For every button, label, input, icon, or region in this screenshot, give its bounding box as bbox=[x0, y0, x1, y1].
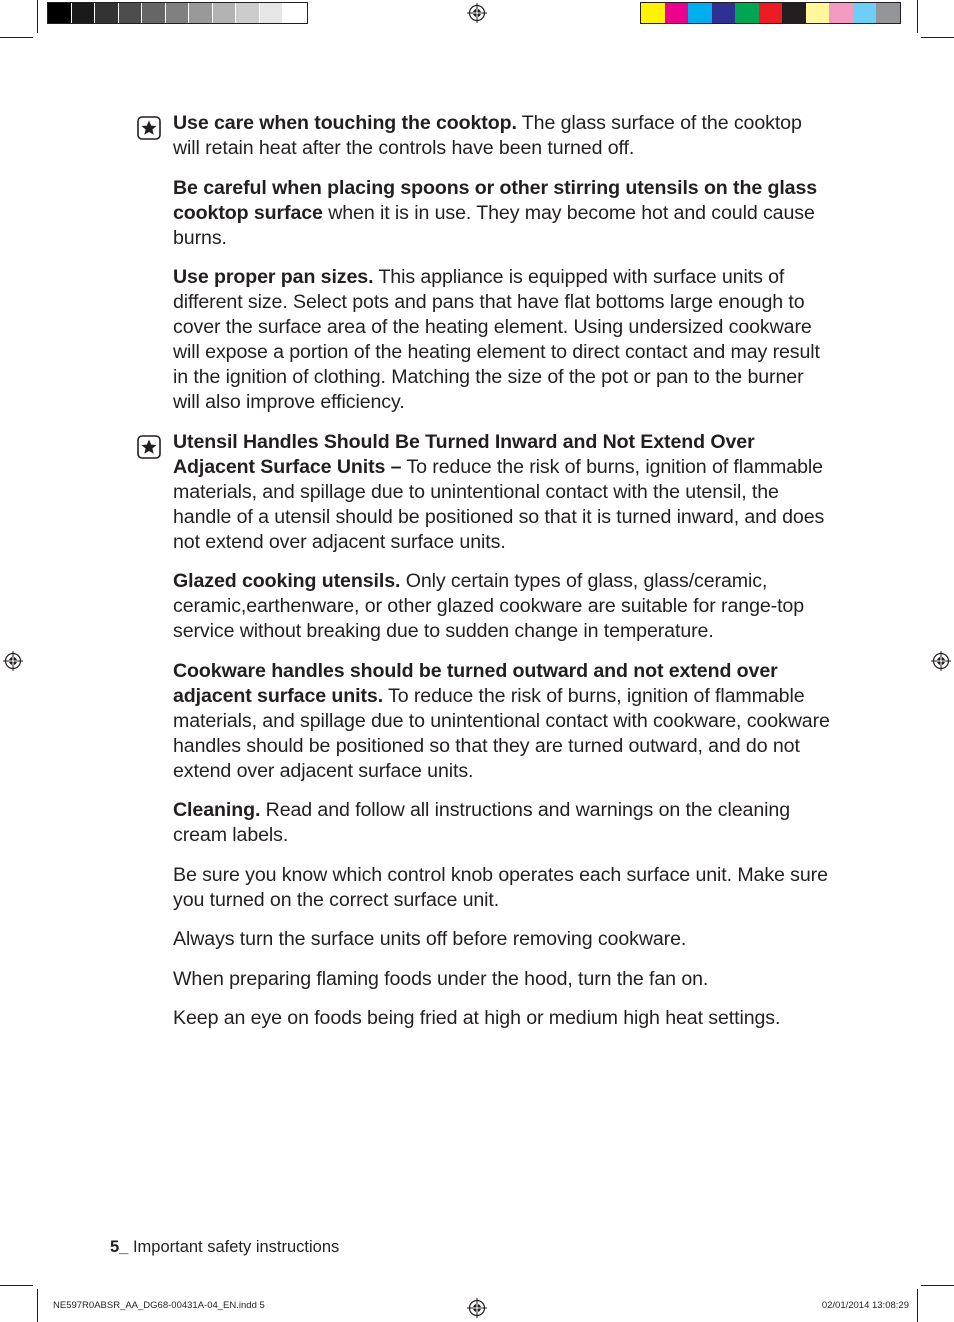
instruction-heading: Use care when touching the cooktop. bbox=[173, 112, 517, 134]
instruction-text: This appliance is equipped with surface units of different size. Select pots and pans that have flat bottoms large enough to cover the surface area of the heating element. Using undersized cookware will expose a portion of the heating element to direct contact and may result in the ignition of clothing. Matching the size of the pot or pan to the burner will also improve efficiency. bbox=[173, 266, 820, 413]
registration-mark-icon bbox=[931, 651, 951, 671]
crop-mark bbox=[0, 1285, 33, 1286]
gray-swatch bbox=[95, 3, 119, 23]
section-title: Important safety instructions bbox=[128, 1238, 340, 1256]
instruction-text: Keep an eye on foods being fried at high or medium high heat settings. bbox=[173, 1007, 781, 1029]
gray-swatch bbox=[166, 3, 190, 23]
instruction-paragraph bbox=[173, 798, 833, 848]
color-swatch bbox=[853, 3, 877, 23]
instruction-text: when it is in use. They may become hot and could cause burns. bbox=[173, 201, 815, 249]
instruction-paragraph bbox=[173, 863, 833, 913]
color-swatch bbox=[688, 3, 712, 23]
instruction-paragraph bbox=[173, 927, 833, 952]
gray-swatch bbox=[119, 3, 143, 23]
crop-mark bbox=[917, 1289, 918, 1322]
gray-swatch bbox=[48, 3, 72, 23]
color-swatch bbox=[829, 3, 853, 23]
instruction-text: To reduce the risk of burns, ignition of flammable materials, and spillage due to unintentional contact with cookware, cookware handles should be positioned so that they are turned outward, and do not extend over adjacent surface units. bbox=[173, 684, 830, 782]
instruction-paragraph bbox=[173, 1006, 833, 1031]
warning-star-icon bbox=[137, 435, 161, 459]
instruction-heading: Cookware handles should be turned outward and not extend over adjacent surface units. bbox=[173, 659, 778, 707]
gray-swatch bbox=[142, 3, 166, 23]
registration-mark-icon bbox=[3, 651, 23, 671]
instruction-text: Only certain types of glass, glass/ceramic, ceramic,earthenware, or other glazed cookware are suitable for range-top service without breaking due to sudden change in temperature. bbox=[173, 570, 805, 642]
instruction-heading: Utensil Handles Should Be Turned Inward and Not Extend Over Adjacent Surface Units – bbox=[173, 430, 755, 478]
gray-swatch bbox=[213, 3, 237, 23]
instruction-text: Read and follow all instructions and warnings on the cleaning cream labels. bbox=[173, 799, 790, 846]
process-color-bar bbox=[640, 2, 901, 24]
gray-swatch bbox=[260, 3, 284, 23]
warning-star-icon bbox=[137, 116, 161, 140]
instruction-paragraph bbox=[173, 967, 833, 992]
color-swatch bbox=[806, 3, 830, 23]
color-swatch bbox=[735, 3, 759, 23]
gray-swatch bbox=[283, 3, 307, 23]
color-swatch bbox=[782, 3, 806, 23]
crop-mark bbox=[917, 0, 918, 33]
registration-mark-icon bbox=[467, 1298, 487, 1318]
slug-filename: NE597R0ABSR_AA_DG68-00431A-04_EN.indd 5 bbox=[53, 1300, 265, 1311]
color-swatch bbox=[876, 3, 900, 23]
crop-mark bbox=[921, 1285, 954, 1286]
registration-mark-icon bbox=[467, 3, 487, 23]
instruction-heading: Glazed cooking utensils. bbox=[173, 570, 401, 592]
page-number: 5_ bbox=[110, 1238, 129, 1256]
instruction-text: Always turn the surface units off before removing cookware. bbox=[173, 928, 687, 950]
grayscale-color-bar bbox=[47, 2, 308, 24]
color-swatch bbox=[665, 3, 689, 23]
crop-mark bbox=[921, 37, 954, 38]
page-footer bbox=[110, 1238, 339, 1257]
gray-swatch bbox=[189, 3, 213, 23]
color-swatch bbox=[712, 3, 736, 23]
instruction-text: When preparing flaming foods under the hood, turn the fan on. bbox=[173, 967, 709, 990]
gray-swatch bbox=[72, 3, 96, 23]
instruction-paragraph bbox=[173, 659, 833, 784]
color-swatch bbox=[641, 3, 665, 23]
instruction-paragraph bbox=[173, 111, 833, 161]
instruction-paragraph bbox=[173, 430, 833, 555]
safety-instructions-body bbox=[173, 111, 833, 1046]
instruction-heading: Use proper pan sizes. bbox=[173, 266, 374, 288]
instruction-heading: Be careful when placing spoons or other stirring utensils on the glass cooktop surface bbox=[173, 176, 818, 224]
instruction-paragraph bbox=[173, 176, 833, 251]
slug-datetime: 02/01/2014 13:08:29 bbox=[821, 1300, 909, 1311]
crop-mark bbox=[0, 37, 33, 38]
instruction-text: Be sure you know which control knob operates each surface unit. Make sure you turned on the correct surface unit. bbox=[173, 863, 828, 911]
instruction-paragraph bbox=[173, 265, 833, 415]
color-swatch bbox=[759, 3, 783, 23]
instruction-text: The glass surface of the cooktop will retain heat after the controls have been turned off. bbox=[173, 112, 802, 159]
instruction-heading: Cleaning. bbox=[173, 799, 261, 821]
instruction-paragraph bbox=[173, 569, 833, 644]
crop-mark bbox=[37, 0, 38, 33]
crop-mark bbox=[37, 1289, 38, 1322]
instruction-text: To reduce the risk of burns, ignition of flammable materials, and spillage due to unintentional contact with the utensil, the handle of a utensil should be positioned so that it is turned inward, and does not extend over adjacent surface units. bbox=[173, 455, 825, 553]
gray-swatch bbox=[236, 3, 260, 23]
